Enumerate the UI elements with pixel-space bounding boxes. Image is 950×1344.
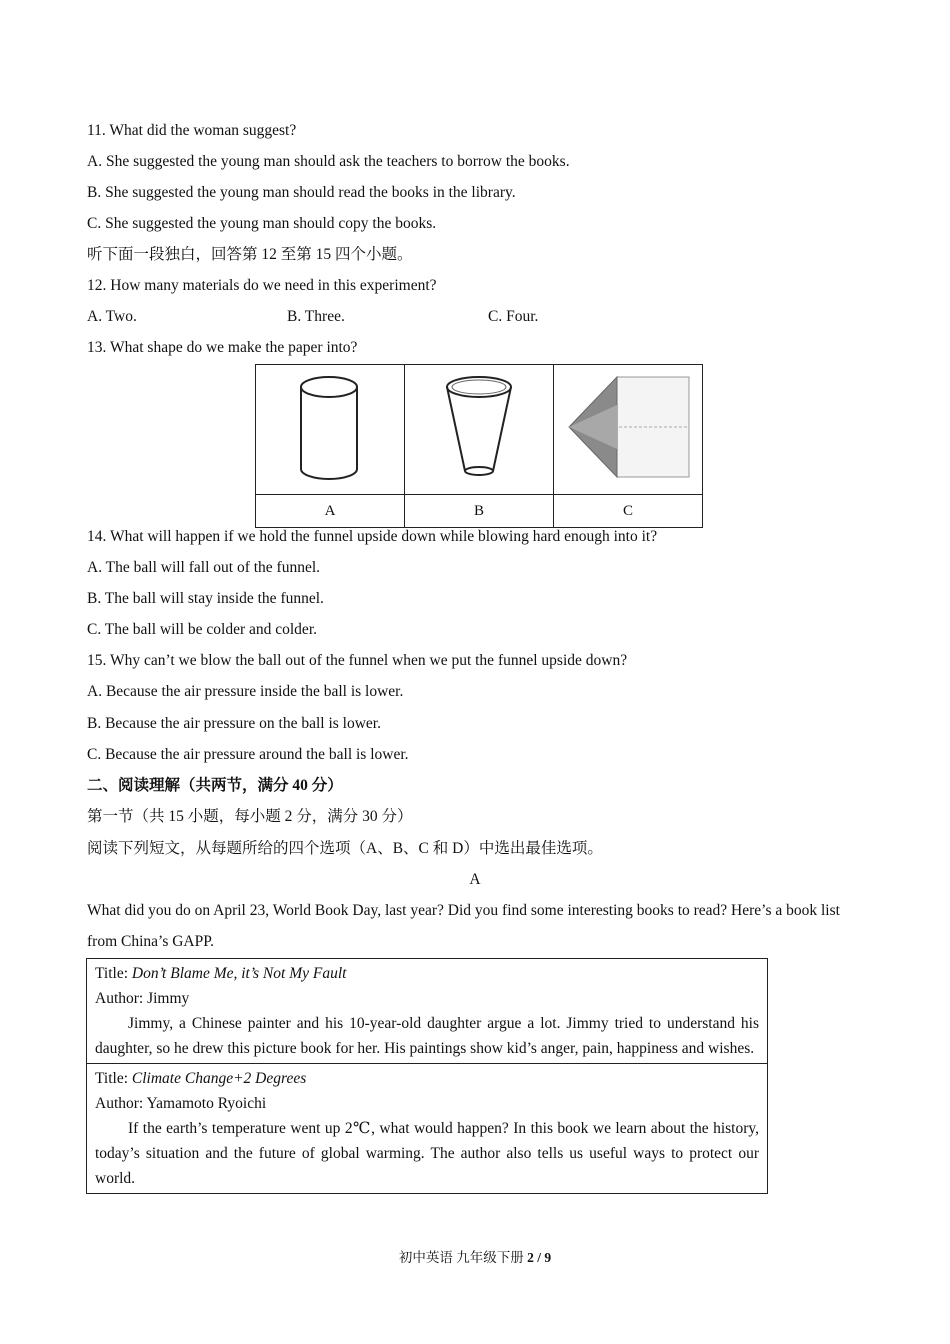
- title-value: Climate Change+2 Degrees: [131, 1070, 307, 1087]
- book-author: Author: Yamamoto Ryoichi: [95, 1095, 267, 1112]
- q13-label-c: C: [554, 495, 703, 528]
- q13-shape-table: [255, 364, 703, 528]
- book-author: Author: Jimmy: [95, 990, 190, 1007]
- q15-question: 15. Why can’t we blow the ball out of the funnel when we put the funnel upside down?: [87, 652, 628, 669]
- title-value: Don’t Blame Me, it’s Not My Fault: [131, 965, 347, 982]
- book-entry: [87, 959, 767, 1063]
- q14-option-b: B. The ball will stay inside the funnel.: [87, 590, 324, 607]
- q13-label-b: B: [405, 495, 554, 528]
- q13-cell-b: [405, 365, 554, 495]
- title-label: Title:: [95, 965, 132, 982]
- q13-label-a: A: [256, 495, 405, 528]
- folded-paper-icon: [555, 365, 701, 489]
- q12-question: 12. How many materials do we need in this experiment?: [87, 277, 437, 294]
- q14-question: 14. What will happen if we hold the funnel upside down while blowing hard enough into it?: [87, 528, 658, 545]
- q11-option-c: C. She suggested the young man should copy the books.: [87, 215, 437, 232]
- book-list-table: [86, 958, 768, 1194]
- passage-label: A: [469, 871, 481, 888]
- cone-cup-icon: [406, 365, 552, 489]
- footer-text: 初中英语 九年级下册: [398, 1250, 528, 1265]
- title-label: Title:: [95, 1070, 132, 1087]
- book-description: If the earth’s temperature went up 2℃, what would happen? In this book we learn about the history, today’s situation and the future of global warming. The author also tells us useful ways to protect our world.: [95, 1120, 759, 1187]
- q14-option-a: A. The ball will fall out of the funnel.: [87, 559, 321, 576]
- book-title: [95, 1066, 759, 1091]
- q12-option-b: B. Three.: [287, 308, 345, 325]
- section-part1: 第一节（共 15 小题，每小题 2 分，满分 30 分）: [87, 808, 413, 825]
- page-footer: [0, 1246, 950, 1266]
- q15-option-c: C. Because the air pressure around the ball is lower.: [87, 746, 409, 763]
- q13-question: 13. What shape do we make the paper into?: [87, 339, 358, 356]
- q11-option-b: B. She suggested the young man should read the books in the library.: [87, 184, 516, 201]
- monologue-instruction: 听下面一段独白，回答第 12 至第 15 四个小题。: [87, 246, 413, 263]
- section-instruction: 阅读下列短文，从每题所给的四个选项（A、B、C 和 D）中选出最佳选项。: [87, 840, 603, 857]
- q13-cell-c: [554, 365, 703, 495]
- q14-option-c: C. The ball will be colder and colder.: [87, 621, 317, 638]
- q15-option-a: A. Because the air pressure inside the ball is lower.: [87, 683, 404, 700]
- passage-intro: What did you do on April 23, World Book Day, last year? Did you find some interesting books to read? Here’s a book list from China’s GAPP.: [87, 902, 840, 950]
- q12-option-c: C. Four.: [488, 308, 539, 325]
- q13-cell-a: [256, 365, 405, 495]
- section-title: 二、阅读理解（共两节，满分 40 分）: [87, 777, 343, 794]
- cylinder-icon: [257, 365, 403, 489]
- book-description: Jimmy, a Chinese painter and his 10-year-old daughter argue a lot. Jimmy tried to understand his daughter, so he drew this picture book for her. His paintings show kid’s anger, pain, happiness and wishes.: [95, 1015, 759, 1057]
- q12-option-a: A. Two.: [87, 308, 137, 325]
- q15-option-b: B. Because the air pressure on the ball is lower.: [87, 715, 381, 732]
- q11-question: 11. What did the woman suggest?: [87, 122, 297, 139]
- page-number: 2 / 9: [527, 1250, 552, 1265]
- book-title: [95, 961, 759, 986]
- book-entry: [87, 1063, 767, 1193]
- q11-option-a: A. She suggested the young man should ask the teachers to borrow the books.: [87, 153, 570, 170]
